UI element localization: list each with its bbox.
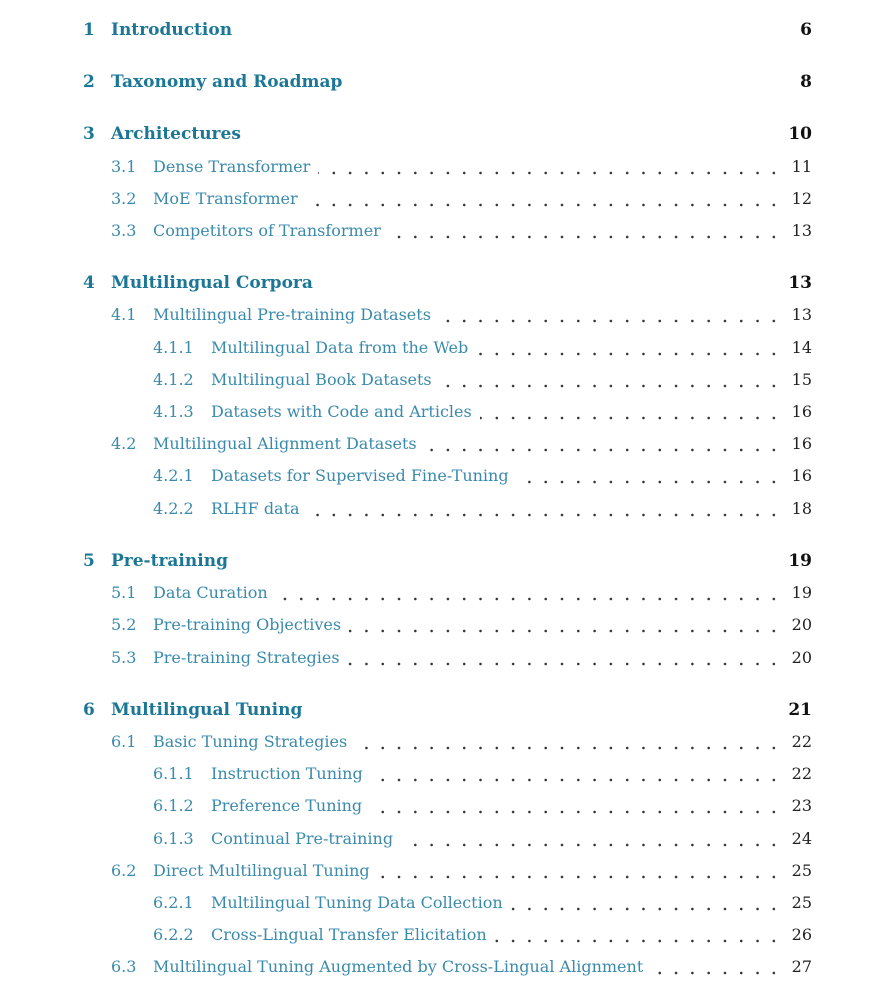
dot-leader xyxy=(371,761,782,787)
dot-leader xyxy=(306,186,782,212)
toc-section-entry[interactable] xyxy=(0,186,882,212)
toc-entry-title[interactable]: Multilingual Book Datasets xyxy=(211,370,432,389)
toc-entry-title[interactable]: Pre-training xyxy=(111,551,228,571)
toc-entry-page-number: 10 xyxy=(788,124,812,144)
toc-entry-number[interactable]: 6.1.1 xyxy=(153,764,194,783)
dot-leader xyxy=(425,431,782,457)
toc-chapter-entry[interactable] xyxy=(0,270,882,296)
toc-entry-title[interactable]: Pre-training Objectives xyxy=(153,615,342,634)
toc-entry-title[interactable]: Introduction xyxy=(111,20,233,40)
toc-subsection-entry[interactable] xyxy=(0,922,882,948)
toc-entry-page-number: 23 xyxy=(791,796,812,815)
toc-entry-number[interactable]: 5.2 xyxy=(111,615,137,634)
toc-entry-title[interactable]: Datasets for Supervised Fine-Tuning xyxy=(211,466,509,485)
dot-leader xyxy=(511,890,782,916)
toc-entry-page-number: 18 xyxy=(791,499,812,518)
toc-entry-number[interactable]: 6 xyxy=(83,700,95,720)
toc-entry-page-number: 16 xyxy=(791,434,812,453)
toc-entry-number[interactable]: 5.3 xyxy=(111,648,137,667)
toc-section-entry[interactable] xyxy=(0,858,882,884)
toc-section-entry[interactable] xyxy=(0,954,882,980)
toc-entry-title[interactable]: Direct Multilingual Tuning xyxy=(153,861,370,880)
toc-entry-number[interactable]: 5.1 xyxy=(111,583,137,602)
dot-leader xyxy=(308,496,782,522)
toc-entry-page-number: 25 xyxy=(791,893,812,912)
toc-section-entry[interactable] xyxy=(0,729,882,755)
dot-leader xyxy=(651,954,782,980)
toc-chapter-entry[interactable] xyxy=(0,121,882,147)
toc-entry-number[interactable]: 2 xyxy=(83,72,95,92)
toc-entry-number[interactable]: 6.1 xyxy=(111,732,137,751)
toc-chapter-entry[interactable] xyxy=(0,548,882,574)
toc-entry-number[interactable]: 6.1.2 xyxy=(153,796,194,815)
toc-entry-number[interactable]: 3.1 xyxy=(111,157,137,176)
toc-section-entry[interactable] xyxy=(0,612,882,638)
toc-entry-page-number: 16 xyxy=(791,402,812,421)
toc-entry-number[interactable]: 4.1.3 xyxy=(153,402,194,421)
toc-entry-title[interactable]: MoE Transformer xyxy=(153,189,298,208)
toc-entry-number[interactable]: 4.1.2 xyxy=(153,370,194,389)
toc-entry-number[interactable]: 1 xyxy=(83,20,95,40)
toc-entry-title[interactable]: Continual Pre-training xyxy=(211,829,394,848)
dot-leader xyxy=(439,302,782,328)
toc-entry-page-number: 22 xyxy=(791,732,812,751)
dot-leader xyxy=(495,922,782,948)
toc-entry-page-number: 6 xyxy=(800,20,812,40)
toc-entry-page-number: 8 xyxy=(800,72,812,92)
dot-leader xyxy=(517,463,782,489)
toc-entry-page-number: 14 xyxy=(791,338,812,357)
dot-leader xyxy=(480,399,782,425)
toc-entry-page-number: 20 xyxy=(791,648,812,667)
toc-entry-title[interactable]: Datasets with Code and Articles xyxy=(211,402,472,421)
toc-entry-number[interactable]: 4 xyxy=(83,273,95,293)
toc-entry-page-number: 19 xyxy=(791,583,812,602)
toc-subsection-entry[interactable] xyxy=(0,826,882,852)
dot-leader xyxy=(349,612,782,638)
dot-leader xyxy=(370,793,782,819)
toc-entry-number[interactable]: 6.3 xyxy=(111,957,137,976)
toc-subsection-entry[interactable] xyxy=(0,399,882,425)
toc-entry-page-number: 16 xyxy=(791,466,812,485)
toc-entry-number[interactable]: 6.2.1 xyxy=(153,893,194,912)
toc-section-entry[interactable] xyxy=(0,218,882,244)
toc-subsection-entry[interactable] xyxy=(0,793,882,819)
toc-entry-title[interactable]: Multilingual Tuning Data Collection xyxy=(211,893,503,912)
toc-entry-number[interactable]: 3 xyxy=(83,124,95,144)
toc-entry-title[interactable]: Pre-training Strategies xyxy=(153,648,340,667)
toc-entry-title[interactable]: Instruction Tuning xyxy=(211,764,363,783)
toc-subsection-entry[interactable] xyxy=(0,367,882,393)
toc-entry-title[interactable]: Taxonomy and Roadmap xyxy=(111,72,343,92)
toc-section-entry[interactable] xyxy=(0,580,882,606)
toc-entry-title[interactable]: Dense Transformer xyxy=(153,157,311,176)
toc-section-entry[interactable] xyxy=(0,302,882,328)
toc-entry-title[interactable]: Preference Tuning xyxy=(211,796,363,815)
toc-entry-number[interactable]: 5 xyxy=(83,551,95,571)
toc-entry-number[interactable]: 6.2.2 xyxy=(153,925,194,944)
toc-entry-page-number: 13 xyxy=(791,221,812,240)
dot-leader xyxy=(378,858,782,884)
toc-entry-title[interactable]: Multilingual Data from the Web xyxy=(211,338,469,357)
toc-subsection-entry[interactable] xyxy=(0,496,882,522)
toc-entry-number[interactable]: 3.3 xyxy=(111,221,137,240)
toc-section-entry[interactable] xyxy=(0,154,882,180)
toc-subsection-entry[interactable] xyxy=(0,761,882,787)
toc-subsection-entry[interactable] xyxy=(0,335,882,361)
toc-chapter-entry[interactable] xyxy=(0,697,882,723)
toc-entry-title[interactable]: Competitors of Transformer xyxy=(153,221,381,240)
toc-entry-number[interactable]: 4.2.2 xyxy=(153,499,194,518)
toc-entry-number[interactable]: 6.2 xyxy=(111,861,137,880)
toc-entry-number[interactable]: 4.2.1 xyxy=(153,466,194,485)
toc-entry-title[interactable]: Basic Tuning Strategies xyxy=(153,732,348,751)
toc-entry-title[interactable]: Multilingual Corpora xyxy=(111,273,313,293)
toc-entry-page-number: 19 xyxy=(788,551,812,571)
toc-entry-number[interactable]: 6.1.3 xyxy=(153,829,194,848)
toc-entry-title[interactable]: Multilingual Tuning xyxy=(111,700,303,720)
toc-entry-page-number: 22 xyxy=(791,764,812,783)
toc-entry-page-number: 13 xyxy=(788,273,812,293)
toc-entry-title[interactable]: Cross-Lingual Transfer Elicitation xyxy=(211,925,487,944)
dot-leader xyxy=(318,154,782,180)
toc-entry-page-number: 26 xyxy=(791,925,812,944)
toc-chapter-entry[interactable] xyxy=(0,69,882,95)
toc-subsection-entry[interactable] xyxy=(0,890,882,916)
toc-entry-title[interactable]: Multilingual Tuning Augmented by Cross-Lingual Alignment xyxy=(153,957,644,976)
dot-leader xyxy=(355,729,782,755)
toc-section-entry[interactable] xyxy=(0,645,882,671)
toc-entry-title[interactable]: Multilingual Pre-training Datasets xyxy=(153,305,431,324)
toc-entry-number[interactable]: 4.1.1 xyxy=(153,338,194,357)
toc-entry-title[interactable]: Architectures xyxy=(111,124,241,144)
toc-entry-number[interactable]: 4.1 xyxy=(111,305,137,324)
toc-entry-title[interactable]: RLHF data xyxy=(211,499,300,518)
dot-leader xyxy=(476,335,782,361)
dot-leader xyxy=(401,826,782,852)
toc-entry-title[interactable]: Data Curation xyxy=(153,583,268,602)
toc-entry-page-number: 21 xyxy=(788,700,812,720)
toc-subsection-entry[interactable] xyxy=(0,463,882,489)
dot-leader xyxy=(440,367,782,393)
toc-entry-number[interactable]: 4.2 xyxy=(111,434,137,453)
dot-leader xyxy=(348,645,782,671)
toc-entry-page-number: 12 xyxy=(791,189,812,208)
toc-entry-page-number: 24 xyxy=(791,829,812,848)
toc-entry-page-number: 13 xyxy=(791,305,812,324)
toc-entry-number[interactable]: 3.2 xyxy=(111,189,137,208)
toc-entry-page-number: 20 xyxy=(791,615,812,634)
toc-entry-page-number: 11 xyxy=(791,157,812,176)
toc-entry-page-number: 27 xyxy=(791,957,812,976)
toc-entry-page-number: 15 xyxy=(791,370,812,389)
toc-section-entry[interactable] xyxy=(0,431,882,457)
toc-entry-title[interactable]: Multilingual Alignment Datasets xyxy=(153,434,417,453)
dot-leader xyxy=(389,218,782,244)
toc-entry-page-number: 25 xyxy=(791,861,812,880)
dot-leader xyxy=(276,580,782,606)
toc-chapter-entry[interactable] xyxy=(0,17,882,43)
